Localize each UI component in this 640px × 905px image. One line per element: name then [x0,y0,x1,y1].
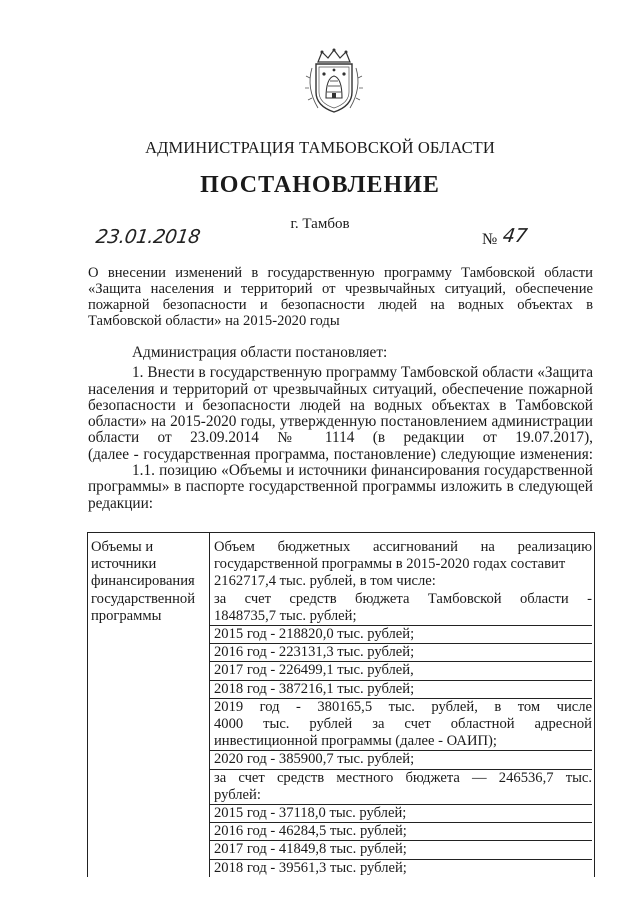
body-line: населения и территорий от чрезвычайных ситуаций, обеспечение пожарной [88,380,593,398]
body-line: редакции: [88,494,154,512]
body-line: области» на 2015-2020 годы, утвержденную постановлением администрации [88,413,593,431]
item-1 [88,365,593,463]
content-line: 2016 год - 46284,5 тыс. рублей; [210,822,592,840]
content-line: 4000 тыс. рублей за счет областной адресной [214,716,592,733]
body-line: (далее - государственная программа, постановление) следующие изменения: [88,445,593,463]
document-subject [88,265,593,329]
table-content-cell [210,533,595,877]
document-type-title: ПОСТАНОВЛЕНИЕ [200,172,440,198]
content-line: 2017 год - 226499,1 тыс. рублей, [210,661,592,679]
content-line: за счет средств бюджета Тамбовской области - [214,590,592,607]
organization-name: АДМИНИСТРАЦИЯ ТАМБОВСКОЙ ОБЛАСТИ [145,138,495,157]
body-line: 1. Внести в государственную программу Тамбовской области «Защита [132,364,593,382]
content-line: рублей: [214,786,261,803]
subject-line: «Защита населения и территорий от чрезвычайных ситуаций, обеспечение [88,281,593,297]
content-line: 2019 год - 380165,5 тыс. рублей, в том числе [210,698,592,716]
body-line: программы» в паспорте государственной программы изложить в следующей [88,478,593,496]
city-name: г. Тамбов [290,216,350,232]
content-line: 2018 год - 39561,3 тыс. рублей; [210,859,592,877]
subject-line: Тамбовской области» на 2015-2020 годы [88,313,340,329]
coat-of-arms-icon [304,48,364,116]
subject-line: О внесении изменений в государственную программу Тамбовской области [88,265,593,281]
body-line: безопасности и безопасности людей на водных объектах в Тамбовской [88,396,593,414]
content-line: 2020 год - 385900,7 тыс. рублей; [210,750,592,768]
content-line: 1848735,7 тыс. рублей; [214,607,357,624]
table-label-cell [88,533,210,877]
label-line: Объемы и [91,539,154,555]
table-row [88,533,595,877]
financing-table [87,532,595,877]
label-line: государственной [91,590,196,607]
preamble: Администрация области постановляет: [132,344,388,361]
label-line: источники [91,556,157,573]
content-line: государственной программы в 2015-2020 годах составит [214,556,566,573]
content-line: 2015 год - 37118,0 тыс. рублей; [210,804,592,822]
number-label: № [482,231,498,248]
content-line: инвестиционной программы (далее - ОАИП); [214,733,497,750]
body-line: 1.1. позицию «Объемы и источники финансирования государственной [132,462,593,480]
item-1-1 [88,463,593,512]
handwritten-number: 47 [501,225,529,247]
content-line: 2015 год - 218820,0 тыс. рублей; [210,625,592,643]
label-line: финансирования [91,573,195,590]
handwritten-date: 23.01.2018 [94,226,202,248]
subject-line: пожарной безопасности и безопасности людей на водных объектах в [88,297,593,313]
content-line: 2016 год - 223131,3 тыс. рублей; [210,643,592,661]
content-line: за счет средств местного бюджета — 246536,7 тыс. [210,769,592,787]
content-line: 2018 год - 387216,1 тыс. рублей; [210,680,592,698]
body-line: области от 23.09.2014 № 1114 (в редакции от 19.07.2017), [88,429,593,447]
content-line: Объем бюджетных ассигнований на реализацию [214,539,592,555]
content-line: 2017 год - 41849,8 тыс. рублей; [210,840,592,858]
label-line: программы [91,607,162,624]
content-line: 2162717,4 тыс. рублей, в том числе: [214,573,436,590]
document-body [88,345,593,512]
